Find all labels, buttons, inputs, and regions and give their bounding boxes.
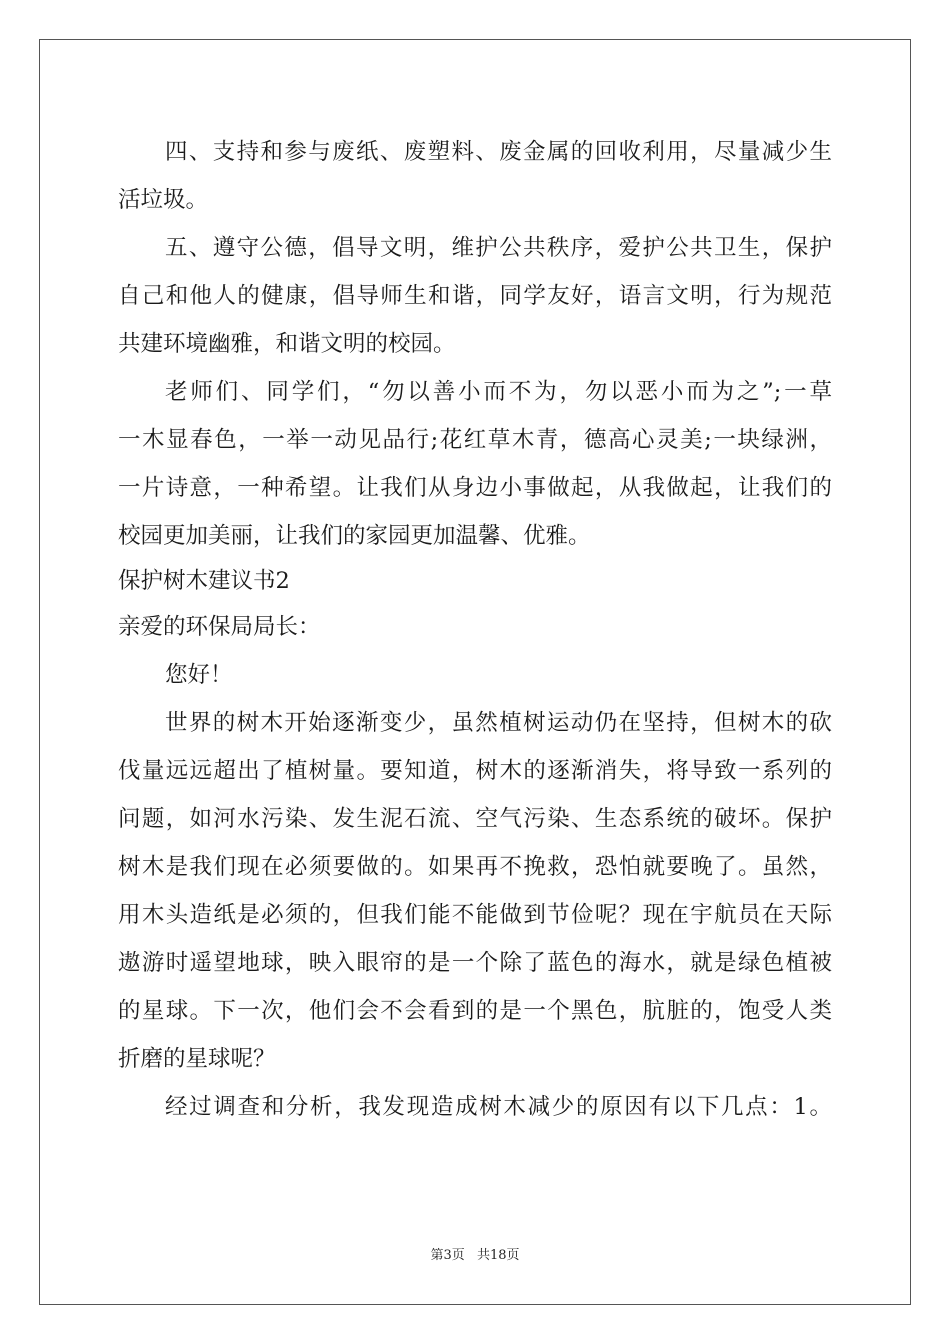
text-line: 一木显春色，一举一动见品行;花红草木青，德高心灵美;一块绿洲， <box>118 427 832 453</box>
text-line: 折磨的星球呢？ <box>118 1046 276 1072</box>
text-line: 四、支持和参与废纸、废塑料、废金属的回收利用，尽量减少生 <box>165 139 832 165</box>
text-line: 五、遵守公德，倡导文明，维护公共秩序，爱护公共卫生，保护 <box>165 235 832 261</box>
text-line: 经过调查和分析，我发现造成树木减少的原因有以下几点：1。 <box>165 1094 832 1120</box>
greeting: 您好！ <box>165 662 233 688</box>
text-line: 树木是我们现在必须要做的。如果再不挽救，恐怕就要晚了。虽然， <box>118 854 832 880</box>
page-total: 共18页 <box>476 1248 520 1263</box>
text-line: 老师们、同学们，“勿以善小而不为，勿以恶小而为之”;一草 <box>165 379 832 405</box>
text-line: 一片诗意，一种希望。让我们从身边小事做起，从我做起，让我们的 <box>118 475 832 501</box>
text-line: 问题，如河水污染、发生泥石流、空气污染、生态系统的破坏。保护 <box>118 806 832 832</box>
page-number: 第3页 <box>430 1248 465 1263</box>
text-line: 伐量远远超出了植树量。要知道，树木的逐渐消失，将导致一系列的 <box>118 758 832 784</box>
salutation: 亲爱的环保局局长： <box>118 614 321 640</box>
text-line: 活垃圾。 <box>118 187 209 213</box>
document-body <box>118 128 832 1131</box>
text-line: 遨游时遥望地球，映入眼帘的是一个除了蓝色的海水，就是绿色植被 <box>118 950 832 976</box>
section-title: 保护树木建议书2 <box>118 568 290 594</box>
text-line: 自己和他人的健康，倡导师生和谐，同学友好，语言文明，行为规范 <box>118 283 832 309</box>
page-footer <box>0 1244 950 1263</box>
text-line: 用木头造纸是必须的，但我们能不能做到节俭呢？现在宇航员在天际 <box>118 902 832 928</box>
text-line: 世界的树木开始逐渐变少，虽然植树运动仍在坚持，但树木的砍 <box>165 710 832 736</box>
text-line: 的星球。下一次，他们会不会看到的是一个黑色，肮脏的，饱受人类 <box>118 998 832 1024</box>
text-line: 共建环境幽雅，和谐文明的校园。 <box>118 331 456 357</box>
text-line: 校园更加美丽，让我们的家园更加温馨、优雅。 <box>118 523 591 549</box>
